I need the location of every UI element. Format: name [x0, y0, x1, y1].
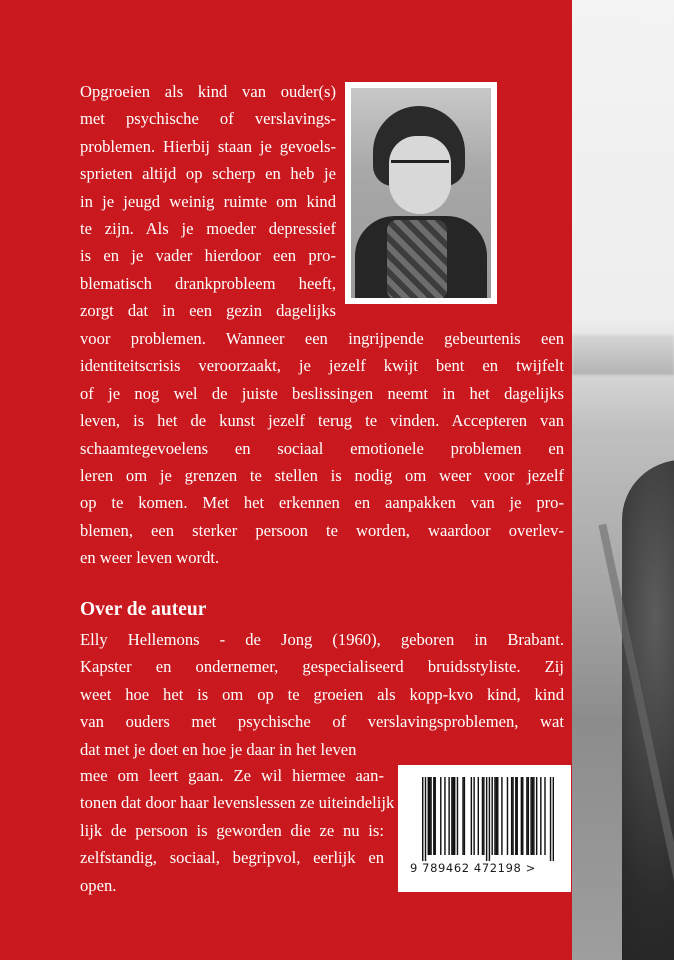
- barcode-bar: [515, 777, 516, 855]
- barcode-bar: [464, 777, 465, 855]
- barcode-bar: [496, 777, 497, 855]
- barcode-bar: [507, 777, 508, 855]
- barcode-bar: [448, 777, 449, 855]
- barcode-bar: [522, 777, 523, 855]
- about-line: tonen dat door haar levenslessen ze uiteindelijk: [80, 793, 395, 813]
- barcode-bar: [471, 777, 472, 855]
- blurb-line: en weer leven wordt.: [80, 548, 220, 568]
- isbn-barcode: [398, 765, 571, 892]
- barcode-bar: [429, 777, 430, 855]
- barcode-bar: [444, 777, 445, 855]
- barcode-bar: [516, 777, 517, 855]
- barcode-bar: [482, 777, 483, 855]
- barcode-bar: [530, 777, 531, 855]
- blurb-line: zorgt dat in een gezin dagelijks: [80, 301, 336, 321]
- barcode-bar: [433, 777, 434, 855]
- barcode-bar: [473, 777, 474, 855]
- barcode-bar: [430, 777, 431, 855]
- barcode-bar: [486, 777, 487, 861]
- blurb-line: identiteitscrisis veroorzaakt, je jezelf kwijt bent en twijfelt: [80, 356, 564, 376]
- blurb-line: in je jeugd weinig ruimte om kind: [80, 191, 336, 211]
- barcode-digits: 9 789462 472198 >: [410, 861, 536, 875]
- barcode-bar: [511, 777, 512, 855]
- barcode-bar: [422, 777, 423, 861]
- about-line: dat met je doet en hoe je daar in het leven: [80, 739, 357, 759]
- tree-line-image: [572, 335, 674, 375]
- blurb-full-paragraph: [80, 325, 564, 572]
- barcode-bar: [491, 777, 492, 855]
- barcode-bar: [512, 777, 513, 855]
- about-line: van ouders met psychische of verslavingsproblemen, wat: [80, 712, 564, 732]
- about-line: lijk de persoon is geworden die ze nu is:: [80, 820, 384, 840]
- about-line: Elly Hellemons - de Jong (1960), geboren in Brabant.: [80, 630, 564, 649]
- barcode-bar: [428, 777, 429, 855]
- blurb-wrapped-paragraph: [80, 78, 336, 325]
- barcode-bar: [501, 777, 502, 855]
- barcode-bar: [454, 777, 455, 855]
- about-line: zelfstandig, sociaal, begripvol, eerlijk en: [80, 848, 384, 868]
- barcode-bar: [533, 777, 534, 855]
- barcode-bar: [497, 777, 498, 855]
- blurb-line: Opgroeien als kind van ouder(s): [80, 82, 336, 101]
- jacket-image: [622, 460, 674, 960]
- author-portrait-image: [351, 88, 491, 298]
- barcode-bar: [457, 777, 458, 855]
- about-line: Kapster en ondernemer, gespecialiseerd bruidsstyliste. Zij: [80, 657, 564, 677]
- barcode-bar: [526, 777, 527, 855]
- barcode-bar: [425, 777, 426, 861]
- blurb-line: te zijn. Als je moeder depressief: [80, 219, 336, 239]
- portrait-scarf: [387, 220, 447, 298]
- barcode-bar: [451, 777, 452, 855]
- blurb-line: blematisch drankprobleem heeft,: [80, 273, 336, 293]
- author-photo: [345, 82, 497, 304]
- barcode-bar: [532, 777, 533, 855]
- barcode-bar: [478, 777, 479, 855]
- barcode-bar: [440, 777, 441, 855]
- front-cover-photo-edge: [572, 0, 674, 960]
- barcode-bar: [536, 777, 537, 855]
- barcode-bar: [544, 777, 545, 855]
- about-full-paragraph: [80, 626, 564, 763]
- barcode-bar: [528, 777, 529, 855]
- about-line: weet hoe het is om op te groeien als kopp-kvo kind, kind: [80, 684, 564, 704]
- blurb-line: blemen, een sterker persoon te worden, waardoor overlev-: [80, 520, 564, 540]
- barcode-bar: [435, 777, 436, 855]
- barcode-bar: [453, 777, 454, 855]
- blurb-line: sprieten altijd op scherp en heb je: [80, 164, 336, 184]
- about-line: open.: [80, 875, 117, 895]
- barcode-bars: [422, 777, 554, 861]
- blurb-line: schaamtegevoelens en sociaal emotionele problemen en: [80, 438, 564, 458]
- barcode-bar: [540, 777, 541, 855]
- barcode-bar: [494, 777, 495, 855]
- barcode-bar: [550, 777, 551, 861]
- barcode-bar: [553, 777, 554, 861]
- blurb-line: leren om je grenzen te stellen is nodig om weer voor jezelf: [80, 466, 564, 486]
- blurb-line: leven, is het de kunst jezelf terug te vinden. Accepteren van: [80, 411, 564, 431]
- barcode-bar: [521, 777, 522, 855]
- about-line: mee om leert gaan. Ze wil hiermee aan-: [80, 766, 384, 785]
- blurb-line: op te komen. Met het erkennen en aanpakken van je pro-: [80, 493, 564, 513]
- barcode-bar: [462, 777, 463, 855]
- barcode-bar: [489, 777, 490, 861]
- about-author-heading: Over de auteur: [80, 599, 207, 620]
- portrait-glasses: [391, 160, 449, 179]
- about-wrapped-paragraph: [80, 762, 395, 899]
- blurb-line: is en je vader hierdoor een pro-: [80, 246, 336, 266]
- blurb-line: met psychische of verslavings-: [80, 109, 336, 129]
- barcode-bar: [483, 777, 484, 855]
- blurb-line: problemen. Hierbij staan je gevoels-: [80, 136, 336, 156]
- blurb-line: voor problemen. Wanneer een ingrijpende gebeurtenis een: [80, 329, 564, 348]
- blurb-line: of je nog wel de juiste beslissingen neemt in het dagelijks: [80, 383, 564, 403]
